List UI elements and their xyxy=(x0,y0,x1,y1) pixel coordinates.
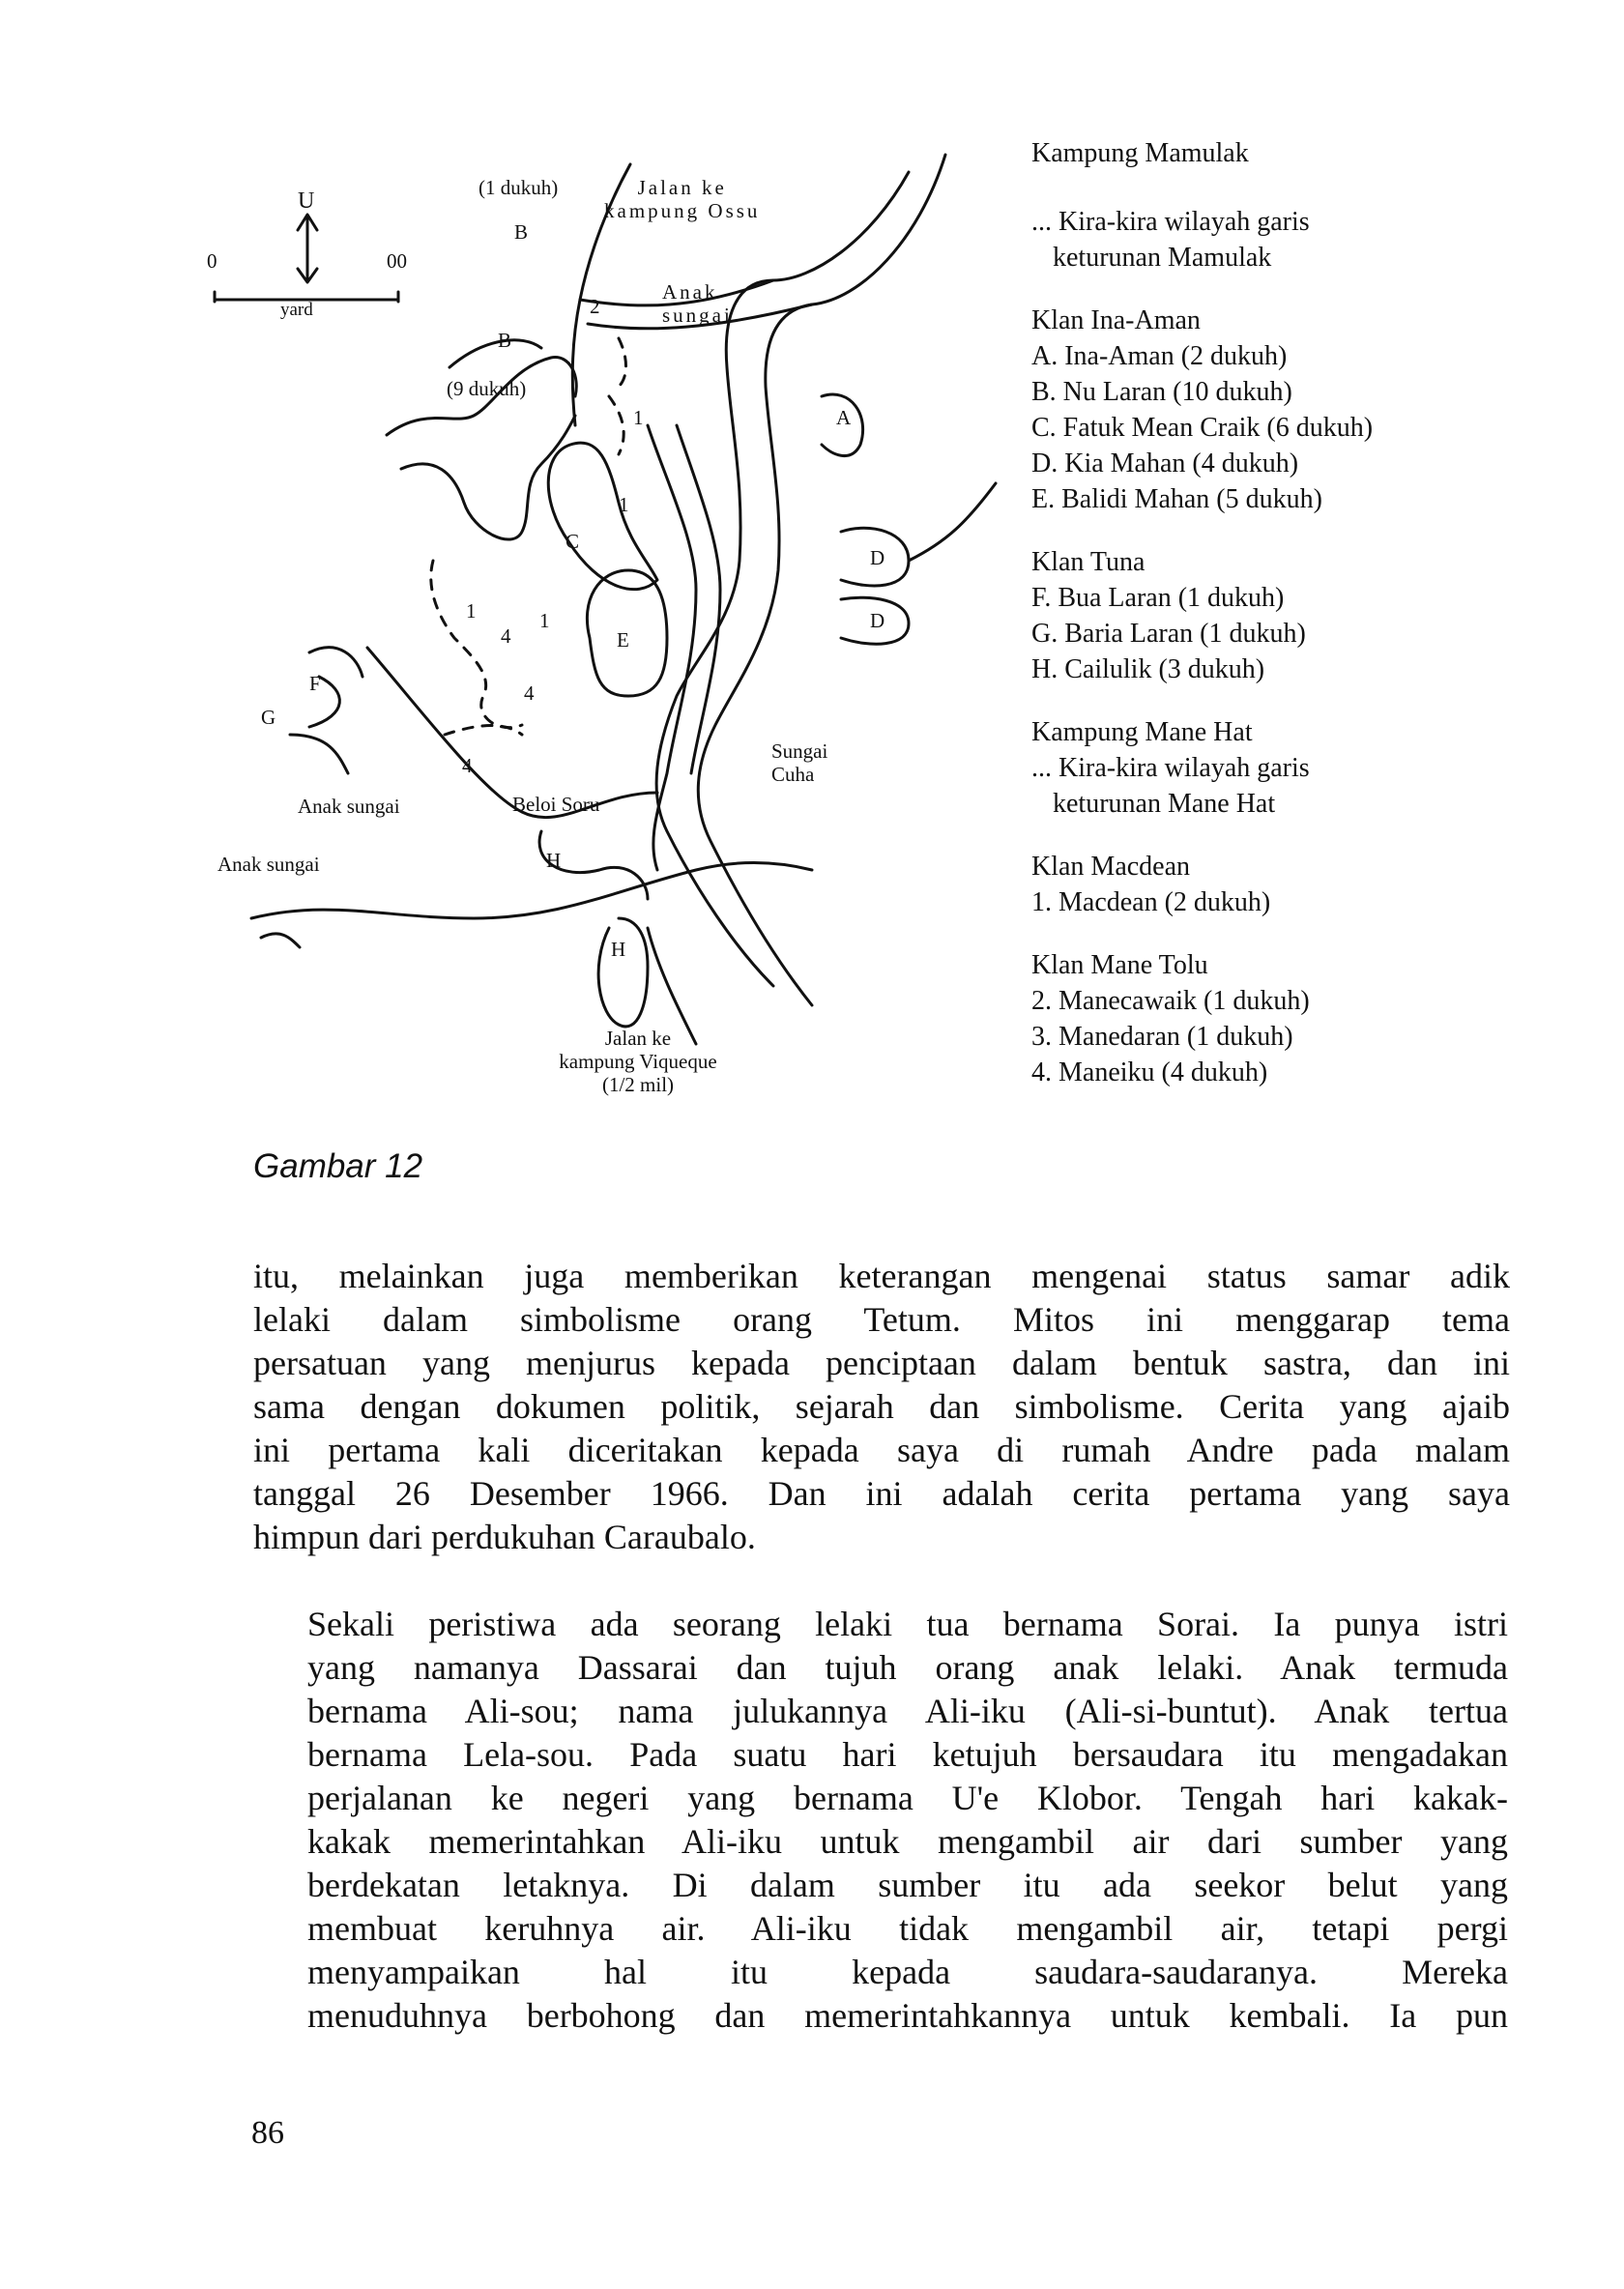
road-viqueque-line-1: Jalan ke xyxy=(604,1027,672,1050)
tributary-bottom xyxy=(251,863,812,919)
num-1a: 1 xyxy=(633,406,644,429)
legend-item: A. Ina-Aman (2 dukuh) xyxy=(1031,341,1288,371)
text-line: sama dengan dokumen politik, sejarah dan simbolisme. Cerita yang ajaib xyxy=(253,1387,1510,1426)
text-line: tanggal 26 Desember 1966. Dan ini adalah cerita pertama yang saya xyxy=(253,1474,1510,1513)
label-e: E xyxy=(617,628,629,652)
label-h1: H xyxy=(546,849,562,872)
road-viqueque-line-2: kampung Viqueque xyxy=(559,1050,717,1074)
road-viqueque xyxy=(648,425,696,870)
figure-caption: Gambar 12 xyxy=(253,1147,423,1185)
label-b-small: B xyxy=(514,220,529,244)
text-line: kakak memerintahkan Ali-iku untuk mengambil air dari sumber yang xyxy=(307,1822,1508,1861)
legend-group-macdean xyxy=(1031,849,1573,920)
legend-item: E. Balidi Mahan (5 dukuh) xyxy=(1031,484,1322,514)
road-ossu-label xyxy=(604,176,760,222)
text-line: berdekatan letaknya. Di dalam sumber itu ada seekor belut yang xyxy=(307,1866,1508,1904)
text-line: menuduhnya berbohong dan memerintahkannya untuk kembali. Ia pun xyxy=(307,1996,1508,2035)
text-line: bernama Lela-sou. Pada suatu hari ketujuh bersaudara itu mengadakan xyxy=(307,1735,1508,1774)
legend-group-mane-hat xyxy=(1031,714,1573,822)
text-line: perjalanan ke negeri yang bernama U'e Klobor. Tengah hari kakak- xyxy=(307,1779,1508,1817)
sungai-cuha-label xyxy=(771,739,827,786)
text-line: bernama Ali-sou; nama julukannya Ali-iku (Ali-si-buntut). Anak tertua xyxy=(307,1692,1508,1730)
legend-title: Klan Mane Tolu xyxy=(1031,950,1208,980)
anak-sungai-top-label xyxy=(662,280,733,327)
label-f: F xyxy=(309,672,321,695)
text-line: yang namanya Dassarai dan tujuh orang anak lelaki. Anak termuda xyxy=(307,1648,1508,1687)
legend-group-mane-tolu xyxy=(1031,947,1573,1090)
anak-sungai-label-2: Anak sungai xyxy=(218,853,320,876)
compass-arrow-icon xyxy=(298,215,317,282)
num-1b: 1 xyxy=(619,493,629,516)
sungai-cuha-line-1: Sungai xyxy=(771,739,828,763)
sungai-cuha-line-2: Cuha xyxy=(771,763,815,787)
road-ossu-line-1: Jalan ke xyxy=(637,176,727,199)
text-line: itu, melainkan juga memberikan keterangan mengenai status samar adik xyxy=(253,1257,1510,1295)
legend-title: Klan Ina-Aman xyxy=(1031,305,1201,335)
label-d2: D xyxy=(870,609,885,632)
num-4a: 4 xyxy=(501,624,511,648)
legend-title: Kampung Mane Hat xyxy=(1031,717,1253,747)
body-paragraph-1 xyxy=(253,1255,1510,1559)
legend-title: Klan Tuna xyxy=(1031,547,1146,577)
label-1-dukuh: (1 dukuh) xyxy=(478,176,559,199)
num-1c: 1 xyxy=(466,599,477,623)
legend-item: 3. Manedaran (1 dukuh) xyxy=(1031,1022,1293,1052)
text-line: Sekali peristiwa ada seorang lelaki tua bernama Sorai. Ia punya istri xyxy=(307,1605,1508,1643)
label-c: C xyxy=(566,530,580,553)
legend-line: keturunan Mamulak xyxy=(1053,243,1272,273)
label-9-dukuh: (9 dukuh) xyxy=(447,377,527,400)
legend-item: F. Bua Laran (1 dukuh) xyxy=(1031,583,1285,613)
body-paragraph-2 xyxy=(307,1603,1508,2038)
legend-item: 1. Macdean (2 dukuh) xyxy=(1031,887,1271,917)
legend-title: Kampung Mamulak xyxy=(1031,138,1249,168)
beloi-soru-label: Beloi Soru xyxy=(512,793,600,816)
num-1d: 1 xyxy=(539,609,550,632)
road-viqueque-line-3: (1/2 mil) xyxy=(601,1073,675,1097)
scale-unit-label: yard xyxy=(280,300,313,320)
legend-line: keturunan Mane Hat xyxy=(1053,789,1276,819)
legend-item: H. Cailulik (3 dukuh) xyxy=(1031,654,1265,684)
anak-sungai-top-line-2: sungai xyxy=(662,304,733,328)
label-a: A xyxy=(836,406,852,429)
legend-line: ... Kira-kira wilayah garis xyxy=(1031,207,1310,237)
map-legend xyxy=(1031,135,1573,1117)
text-line: ini pertama kali diceritakan kepada saya di rumah Andre pada malam xyxy=(253,1431,1510,1469)
map-drawing xyxy=(193,135,1025,1141)
text-line: himpun dari perdukuhan Caraubalo. xyxy=(253,1518,756,1556)
text-line: membuat keruhnya air. Ali-iku tidak mengambil air, tetapi pergi xyxy=(307,1909,1508,1948)
legend-group-ina-aman xyxy=(1031,303,1573,517)
label-b: B xyxy=(498,329,512,352)
anak-sungai-top-line-1: Anak xyxy=(662,280,718,304)
label-d1: D xyxy=(870,546,885,569)
num-4c: 4 xyxy=(462,754,473,777)
legend-item: B. Nu Laran (10 dukuh) xyxy=(1031,377,1292,407)
page-number: 86 xyxy=(251,2115,284,2151)
road-ossu-line-2: kampung Ossu xyxy=(604,199,761,223)
legend-item: D. Kia Mahan (4 dukuh) xyxy=(1031,449,1299,478)
road-viqueque-label xyxy=(541,1027,735,1096)
compass-letter: U xyxy=(298,188,315,214)
text-line: persatuan yang menjurus kepada penciptaan dalam bentuk sastra, dan ini xyxy=(253,1344,1510,1382)
label-h2: H xyxy=(611,938,626,961)
label-g: G xyxy=(261,706,276,729)
scale-right-label: 00 xyxy=(387,249,407,273)
legend-item: 2. Manecawaik (1 dukuh) xyxy=(1031,986,1310,1016)
text-line: menyampaikan hal itu kepada saudara-saudaranya. Mereka xyxy=(307,1953,1508,1991)
map-figure xyxy=(193,135,1025,1141)
legend-item: G. Baria Laran (1 dukuh) xyxy=(1031,619,1306,649)
num-2: 2 xyxy=(590,295,600,318)
legend-item: C. Fatuk Mean Craik (6 dukuh) xyxy=(1031,413,1374,443)
scale-left-label: 0 xyxy=(207,249,218,273)
legend-line: ... Kira-kira wilayah garis xyxy=(1031,753,1310,783)
legend-group-mamulak xyxy=(1031,135,1573,275)
anak-sungai-label-1: Anak sungai xyxy=(298,795,400,818)
text-line: lelaki dalam simbolisme orang Tetum. Mitos ini menggarap tema xyxy=(253,1300,1510,1339)
legend-title: Klan Macdean xyxy=(1031,852,1191,882)
legend-item: 4. Maneiku (4 dukuh) xyxy=(1031,1058,1268,1087)
legend-group-tuna xyxy=(1031,544,1573,687)
num-4b: 4 xyxy=(524,681,535,705)
